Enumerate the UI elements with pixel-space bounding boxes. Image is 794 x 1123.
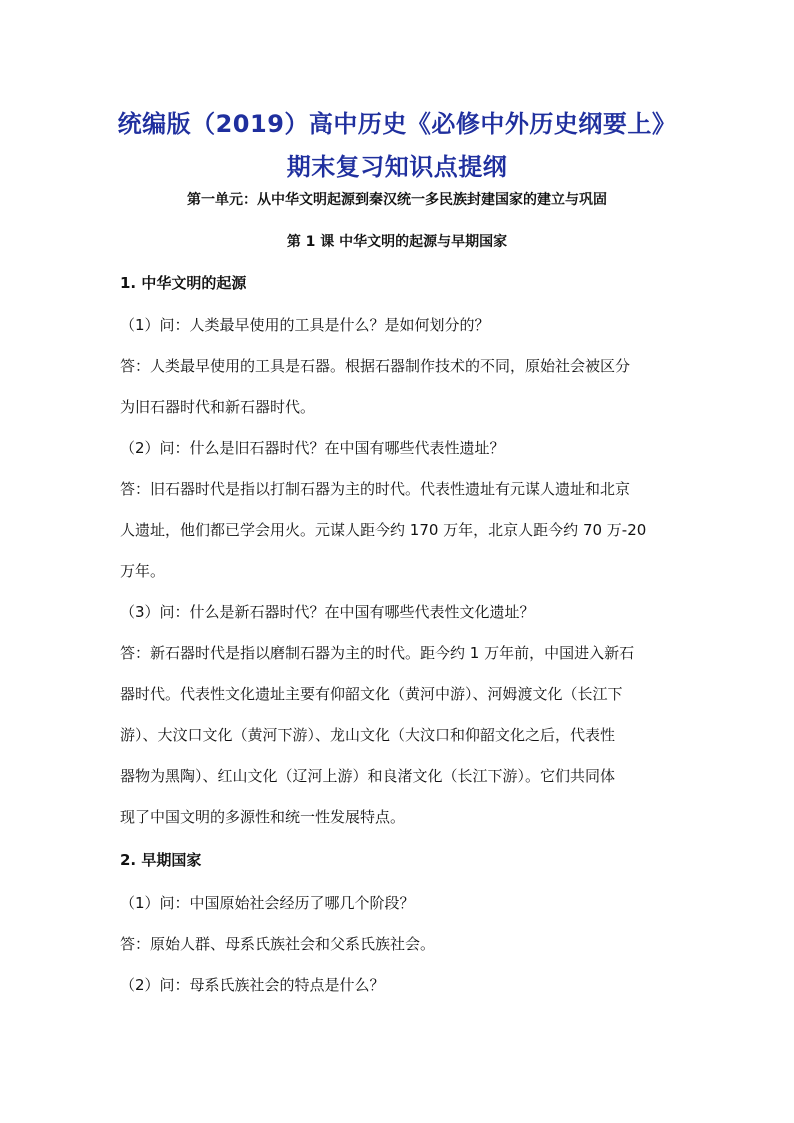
document-title-line-1: 统编版（2019）高中历史《必修中外历史纲要上》 <box>117 110 677 138</box>
answer-1-1-line-1: 答：人类最早使用的工具是石器。根据石器制作技术的不同，原始社会被区分 <box>120 357 631 375</box>
unit-heading: 第一单元：从中华文明起源到秦汉统一多民族封建国家的建立与巩固 <box>187 192 607 208</box>
answer-1-3-line-2: 器时代。代表性文化遗址主要有仰韶文化（黄河中游）、河姆渡文化（长江下 <box>120 685 623 703</box>
question-1-2: （2）问：什么是旧石器时代？在中国有哪些代表性遗址？ <box>120 439 505 457</box>
answer-1-3-line-3: 游）、大汶口文化（黄河下游）、龙山文化（大汶口和仰韶文化之后，代表性 <box>120 726 616 744</box>
section-heading-early-states: 2. 早期国家 <box>120 851 202 869</box>
question-2-1: （1）问：中国原始社会经历了哪几个阶段？ <box>120 894 415 912</box>
answer-1-2-line-2: 人遗址，他们都已学会用火。元谋人距今约 170 万年，北京人距今约 70 万-20 <box>120 521 647 539</box>
answer-1-3-line-5: 现了中国文明的多源性和统一性发展特点。 <box>120 808 406 826</box>
question-1-3: （3）问：什么是新石器时代？在中国有哪些代表性文化遗址？ <box>120 603 535 621</box>
answer-1-1-line-2: 为旧石器时代和新石器时代。 <box>120 398 316 416</box>
answer-1-3-line-4: 器物为黑陶）、红山文化（辽河上游）和良渚文化（长江下游）。它们共同体 <box>120 767 616 785</box>
question-2-2: （2）问：母系氏族社会的特点是什么？ <box>120 976 385 994</box>
document-title-line-2: 期末复习知识点提纲 <box>286 153 508 181</box>
answer-1-2-line-1: 答：旧石器时代是指以打制石器为主的时代。代表性遗址有元谋人遗址和北京 <box>120 480 631 498</box>
question-1-1: （1）问：人类最早使用的工具是什么？是如何划分的？ <box>120 316 490 334</box>
answer-2-1-line-1: 答：原始人群、母系氏族社会和父系氏族社会。 <box>120 935 436 953</box>
answer-1-3-line-1: 答：新石器时代是指以磨制石器为主的时代。距今约 1 万年前，中国进入新石 <box>120 644 635 662</box>
lesson-heading: 第 1 课 中华文明的起源与早期国家 <box>286 234 508 250</box>
answer-1-2-line-3: 万年。 <box>120 562 166 580</box>
section-heading-origins: 1. 中华文明的起源 <box>120 274 247 292</box>
